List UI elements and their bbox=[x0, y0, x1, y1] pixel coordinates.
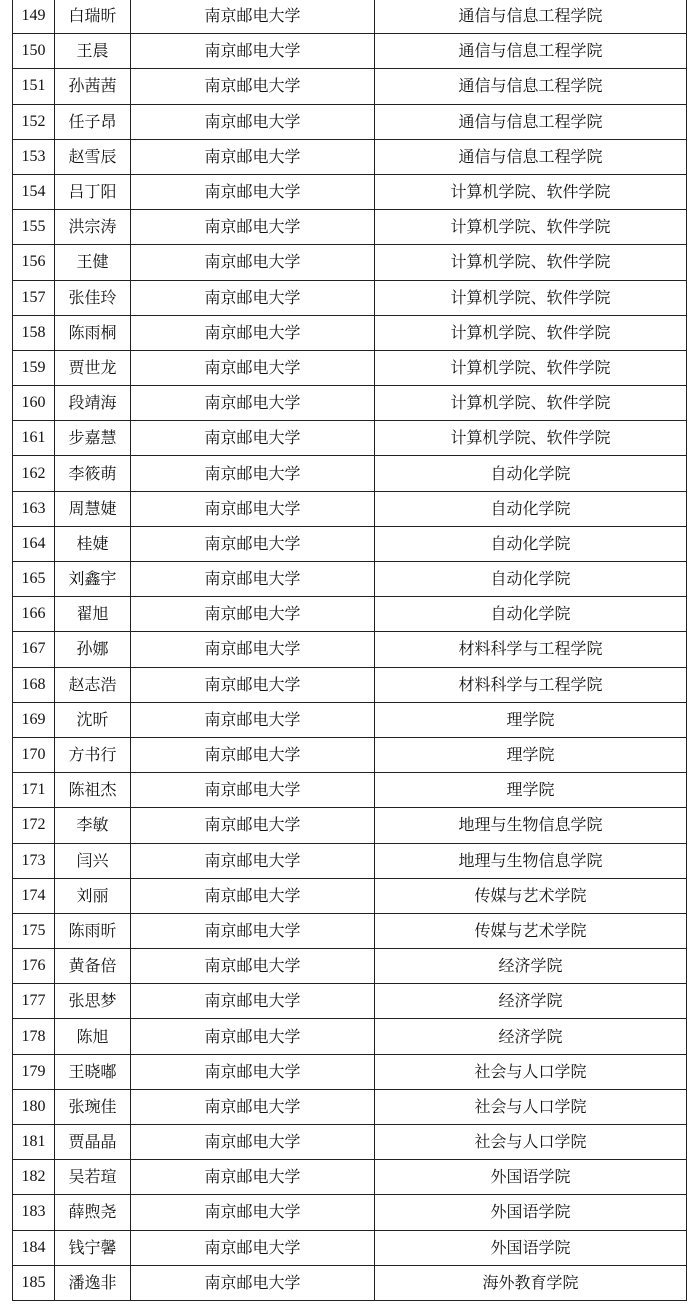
university-cell: 南京邮电大学 bbox=[131, 1019, 375, 1054]
college-cell: 计算机学院、软件学院 bbox=[375, 315, 687, 350]
table-row bbox=[13, 526, 687, 561]
college-cell: 海外教育学院 bbox=[375, 1265, 687, 1300]
college-cell: 计算机学院、软件学院 bbox=[375, 245, 687, 280]
university-cell: 南京邮电大学 bbox=[131, 456, 375, 491]
row-number-cell: 164 bbox=[13, 526, 55, 561]
college-cell: 传媒与艺术学院 bbox=[375, 878, 687, 913]
college-cell: 地理与生物信息学院 bbox=[375, 843, 687, 878]
college-cell: 自动化学院 bbox=[375, 562, 687, 597]
table-row bbox=[13, 984, 687, 1019]
student-name-cell: 赵雪辰 bbox=[55, 139, 131, 174]
student-name-cell: 张琬佳 bbox=[55, 1089, 131, 1124]
university-cell: 南京邮电大学 bbox=[131, 984, 375, 1019]
table-row bbox=[13, 245, 687, 280]
table-row bbox=[13, 350, 687, 385]
table-row bbox=[13, 1195, 687, 1230]
table-row bbox=[13, 1160, 687, 1195]
table-row bbox=[13, 174, 687, 209]
student-name-cell: 吴若瑄 bbox=[55, 1160, 131, 1195]
university-cell: 南京邮电大学 bbox=[131, 913, 375, 948]
row-number-cell: 170 bbox=[13, 737, 55, 772]
table-row bbox=[13, 491, 687, 526]
university-cell: 南京邮电大学 bbox=[131, 1054, 375, 1089]
table-row bbox=[13, 1125, 687, 1160]
row-number-cell: 166 bbox=[13, 597, 55, 632]
college-cell: 自动化学院 bbox=[375, 597, 687, 632]
table-row bbox=[13, 421, 687, 456]
university-cell: 南京邮电大学 bbox=[131, 526, 375, 561]
college-cell: 计算机学院、软件学院 bbox=[375, 350, 687, 385]
student-name-cell: 贾晶晶 bbox=[55, 1125, 131, 1160]
table-row bbox=[13, 1054, 687, 1089]
college-cell: 计算机学院、软件学院 bbox=[375, 280, 687, 315]
table-row bbox=[13, 878, 687, 913]
university-cell: 南京邮电大学 bbox=[131, 245, 375, 280]
table-body bbox=[13, 0, 687, 1300]
university-cell: 南京邮电大学 bbox=[131, 808, 375, 843]
row-number-cell: 161 bbox=[13, 421, 55, 456]
college-cell: 通信与信息工程学院 bbox=[375, 34, 687, 69]
university-cell: 南京邮电大学 bbox=[131, 1230, 375, 1265]
student-name-cell: 张思梦 bbox=[55, 984, 131, 1019]
college-cell: 计算机学院、软件学院 bbox=[375, 386, 687, 421]
student-name-cell: 刘鑫宇 bbox=[55, 562, 131, 597]
table-row bbox=[13, 34, 687, 69]
student-name-cell: 陈雨昕 bbox=[55, 913, 131, 948]
table-row bbox=[13, 632, 687, 667]
college-cell: 自动化学院 bbox=[375, 456, 687, 491]
student-name-cell: 任子昂 bbox=[55, 104, 131, 139]
university-cell: 南京邮电大学 bbox=[131, 1265, 375, 1300]
row-number-cell: 160 bbox=[13, 386, 55, 421]
row-number-cell: 152 bbox=[13, 104, 55, 139]
table-row bbox=[13, 808, 687, 843]
row-number-cell: 163 bbox=[13, 491, 55, 526]
student-name-cell: 步嘉慧 bbox=[55, 421, 131, 456]
student-name-cell: 王晓嘟 bbox=[55, 1054, 131, 1089]
row-number-cell: 180 bbox=[13, 1089, 55, 1124]
row-number-cell: 162 bbox=[13, 456, 55, 491]
row-number-cell: 171 bbox=[13, 773, 55, 808]
university-cell: 南京邮电大学 bbox=[131, 597, 375, 632]
university-cell: 南京邮电大学 bbox=[131, 104, 375, 139]
student-name-cell: 陈雨桐 bbox=[55, 315, 131, 350]
student-name-cell: 黄备倍 bbox=[55, 949, 131, 984]
college-cell: 理学院 bbox=[375, 773, 687, 808]
student-name-cell: 沈昕 bbox=[55, 702, 131, 737]
table-row bbox=[13, 210, 687, 245]
table-row bbox=[13, 1089, 687, 1124]
row-number-cell: 149 bbox=[13, 0, 55, 34]
table-row bbox=[13, 69, 687, 104]
row-number-cell: 159 bbox=[13, 350, 55, 385]
row-number-cell: 177 bbox=[13, 984, 55, 1019]
university-cell: 南京邮电大学 bbox=[131, 315, 375, 350]
college-cell: 经济学院 bbox=[375, 949, 687, 984]
college-cell: 通信与信息工程学院 bbox=[375, 0, 687, 34]
table-row bbox=[13, 737, 687, 772]
college-cell: 通信与信息工程学院 bbox=[375, 139, 687, 174]
table-row bbox=[13, 0, 687, 34]
table-row bbox=[13, 1265, 687, 1300]
student-name-cell: 段靖海 bbox=[55, 386, 131, 421]
college-cell: 地理与生物信息学院 bbox=[375, 808, 687, 843]
row-number-cell: 156 bbox=[13, 245, 55, 280]
table-row bbox=[13, 1230, 687, 1265]
college-cell: 自动化学院 bbox=[375, 526, 687, 561]
row-number-cell: 172 bbox=[13, 808, 55, 843]
row-number-cell: 168 bbox=[13, 667, 55, 702]
row-number-cell: 185 bbox=[13, 1265, 55, 1300]
table-row bbox=[13, 843, 687, 878]
university-cell: 南京邮电大学 bbox=[131, 1089, 375, 1124]
table-row bbox=[13, 773, 687, 808]
table-row bbox=[13, 386, 687, 421]
university-cell: 南京邮电大学 bbox=[131, 210, 375, 245]
student-name-cell: 周慧婕 bbox=[55, 491, 131, 526]
table-row bbox=[13, 702, 687, 737]
university-cell: 南京邮电大学 bbox=[131, 0, 375, 34]
table-row bbox=[13, 597, 687, 632]
university-cell: 南京邮电大学 bbox=[131, 737, 375, 772]
college-cell: 计算机学院、软件学院 bbox=[375, 174, 687, 209]
university-cell: 南京邮电大学 bbox=[131, 280, 375, 315]
row-number-cell: 158 bbox=[13, 315, 55, 350]
student-name-cell: 洪宗涛 bbox=[55, 210, 131, 245]
college-cell: 通信与信息工程学院 bbox=[375, 69, 687, 104]
student-name-cell: 李筱萌 bbox=[55, 456, 131, 491]
student-name-cell: 桂婕 bbox=[55, 526, 131, 561]
university-cell: 南京邮电大学 bbox=[131, 34, 375, 69]
student-name-cell: 陈祖杰 bbox=[55, 773, 131, 808]
row-number-cell: 157 bbox=[13, 280, 55, 315]
student-name-cell: 王健 bbox=[55, 245, 131, 280]
student-name-cell: 方书行 bbox=[55, 737, 131, 772]
row-number-cell: 167 bbox=[13, 632, 55, 667]
student-name-cell: 李敏 bbox=[55, 808, 131, 843]
university-cell: 南京邮电大学 bbox=[131, 491, 375, 526]
table-row bbox=[13, 913, 687, 948]
university-cell: 南京邮电大学 bbox=[131, 843, 375, 878]
row-number-cell: 150 bbox=[13, 34, 55, 69]
university-cell: 南京邮电大学 bbox=[131, 562, 375, 597]
row-number-cell: 153 bbox=[13, 139, 55, 174]
university-cell: 南京邮电大学 bbox=[131, 1195, 375, 1230]
university-cell: 南京邮电大学 bbox=[131, 350, 375, 385]
student-name-cell: 赵志浩 bbox=[55, 667, 131, 702]
table-row bbox=[13, 139, 687, 174]
student-name-cell: 钱宁馨 bbox=[55, 1230, 131, 1265]
college-cell: 外国语学院 bbox=[375, 1230, 687, 1265]
row-number-cell: 165 bbox=[13, 562, 55, 597]
row-number-cell: 179 bbox=[13, 1054, 55, 1089]
row-number-cell: 154 bbox=[13, 174, 55, 209]
student-name-cell: 王晨 bbox=[55, 34, 131, 69]
table-row bbox=[13, 315, 687, 350]
college-cell: 计算机学院、软件学院 bbox=[375, 421, 687, 456]
college-cell: 理学院 bbox=[375, 737, 687, 772]
college-cell: 社会与人口学院 bbox=[375, 1125, 687, 1160]
college-cell: 自动化学院 bbox=[375, 491, 687, 526]
university-cell: 南京邮电大学 bbox=[131, 69, 375, 104]
row-number-cell: 178 bbox=[13, 1019, 55, 1054]
student-name-cell: 翟旭 bbox=[55, 597, 131, 632]
table-row bbox=[13, 562, 687, 597]
college-cell: 材料科学与工程学院 bbox=[375, 667, 687, 702]
table-row bbox=[13, 104, 687, 139]
row-number-cell: 173 bbox=[13, 843, 55, 878]
university-cell: 南京邮电大学 bbox=[131, 878, 375, 913]
row-number-cell: 183 bbox=[13, 1195, 55, 1230]
row-number-cell: 151 bbox=[13, 69, 55, 104]
student-name-cell: 孙娜 bbox=[55, 632, 131, 667]
student-name-cell: 张佳玲 bbox=[55, 280, 131, 315]
college-cell: 社会与人口学院 bbox=[375, 1054, 687, 1089]
table-row bbox=[13, 667, 687, 702]
college-cell: 社会与人口学院 bbox=[375, 1089, 687, 1124]
university-cell: 南京邮电大学 bbox=[131, 139, 375, 174]
table-row bbox=[13, 280, 687, 315]
table-row bbox=[13, 456, 687, 491]
row-number-cell: 176 bbox=[13, 949, 55, 984]
student-name-cell: 薛煦尧 bbox=[55, 1195, 131, 1230]
college-cell: 经济学院 bbox=[375, 984, 687, 1019]
row-number-cell: 155 bbox=[13, 210, 55, 245]
students-table bbox=[12, 0, 687, 1301]
row-number-cell: 181 bbox=[13, 1125, 55, 1160]
row-number-cell: 175 bbox=[13, 913, 55, 948]
university-cell: 南京邮电大学 bbox=[131, 386, 375, 421]
student-name-cell: 潘逸非 bbox=[55, 1265, 131, 1300]
student-name-cell: 白瑞昕 bbox=[55, 0, 131, 34]
university-cell: 南京邮电大学 bbox=[131, 174, 375, 209]
university-cell: 南京邮电大学 bbox=[131, 667, 375, 702]
student-name-cell: 闫兴 bbox=[55, 843, 131, 878]
college-cell: 通信与信息工程学院 bbox=[375, 104, 687, 139]
row-number-cell: 182 bbox=[13, 1160, 55, 1195]
student-name-cell: 吕丁阳 bbox=[55, 174, 131, 209]
college-cell: 外国语学院 bbox=[375, 1195, 687, 1230]
college-cell: 传媒与艺术学院 bbox=[375, 913, 687, 948]
university-cell: 南京邮电大学 bbox=[131, 773, 375, 808]
student-name-cell: 孙茜茜 bbox=[55, 69, 131, 104]
university-cell: 南京邮电大学 bbox=[131, 421, 375, 456]
university-cell: 南京邮电大学 bbox=[131, 1160, 375, 1195]
college-cell: 计算机学院、软件学院 bbox=[375, 210, 687, 245]
university-cell: 南京邮电大学 bbox=[131, 632, 375, 667]
table-row bbox=[13, 1019, 687, 1054]
student-name-cell: 刘丽 bbox=[55, 878, 131, 913]
university-cell: 南京邮电大学 bbox=[131, 949, 375, 984]
table-row bbox=[13, 949, 687, 984]
university-cell: 南京邮电大学 bbox=[131, 1125, 375, 1160]
college-cell: 外国语学院 bbox=[375, 1160, 687, 1195]
student-name-cell: 贾世龙 bbox=[55, 350, 131, 385]
row-number-cell: 174 bbox=[13, 878, 55, 913]
college-cell: 经济学院 bbox=[375, 1019, 687, 1054]
student-name-cell: 陈旭 bbox=[55, 1019, 131, 1054]
college-cell: 理学院 bbox=[375, 702, 687, 737]
row-number-cell: 184 bbox=[13, 1230, 55, 1265]
university-cell: 南京邮电大学 bbox=[131, 702, 375, 737]
college-cell: 材料科学与工程学院 bbox=[375, 632, 687, 667]
row-number-cell: 169 bbox=[13, 702, 55, 737]
